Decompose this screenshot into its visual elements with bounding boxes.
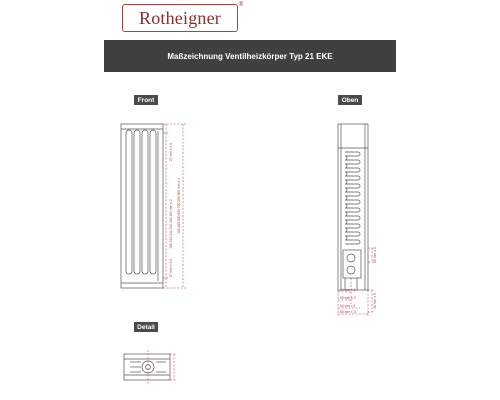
top-dim-d6: 85 mm ± 3 xyxy=(340,310,356,314)
logo-text: Rotheigner xyxy=(139,7,221,28)
radiator-fin-4 xyxy=(150,130,156,274)
front-overall-height: 300 400 500 600 700 800 900 mm ± 2 xyxy=(177,178,181,234)
detail-view xyxy=(124,354,170,380)
convector-fins xyxy=(345,152,360,244)
registered-mark: ® xyxy=(238,2,243,8)
radiator-fin-2 xyxy=(134,130,140,274)
top-dim-d1: 60 mm ± 3 xyxy=(373,247,377,263)
top-dim-d5: 54 mm ± 1 xyxy=(340,304,356,308)
top-dim-d3: 55 mm ± 3 xyxy=(340,296,356,300)
detail-view-label: Detail xyxy=(134,322,158,332)
radiator-top-outline xyxy=(338,124,368,290)
top-view xyxy=(338,124,368,290)
radiator-fin-3 xyxy=(142,130,148,274)
page-title: Maßzeichnung Ventilheizkörper Typ 21 EKE xyxy=(167,51,333,61)
valve-connector-lower xyxy=(347,266,355,274)
detail-dimension-lines xyxy=(148,350,176,384)
front-mid-height: 168 194 244 344 394 494 mm ± 2 xyxy=(169,199,173,249)
front-dim-texts xyxy=(169,143,181,277)
front-view xyxy=(121,124,163,288)
top-view-label: Oben xyxy=(338,95,362,105)
front-top-offset: 27 mm ± 0.5 xyxy=(169,142,173,162)
top-dim-texts xyxy=(340,247,377,314)
front-view-label: Front xyxy=(134,95,158,105)
radiator-fin-1 xyxy=(126,130,132,274)
top-dim-d2: 14 mm ± 1 xyxy=(340,288,356,292)
top-dim-d4: 38 mm ± 5 xyxy=(373,293,377,309)
valve-connector-upper xyxy=(347,254,355,262)
front-dimension-lines xyxy=(163,124,186,288)
front-bottom-offset: 27 mm ± 0.5 xyxy=(169,258,173,278)
